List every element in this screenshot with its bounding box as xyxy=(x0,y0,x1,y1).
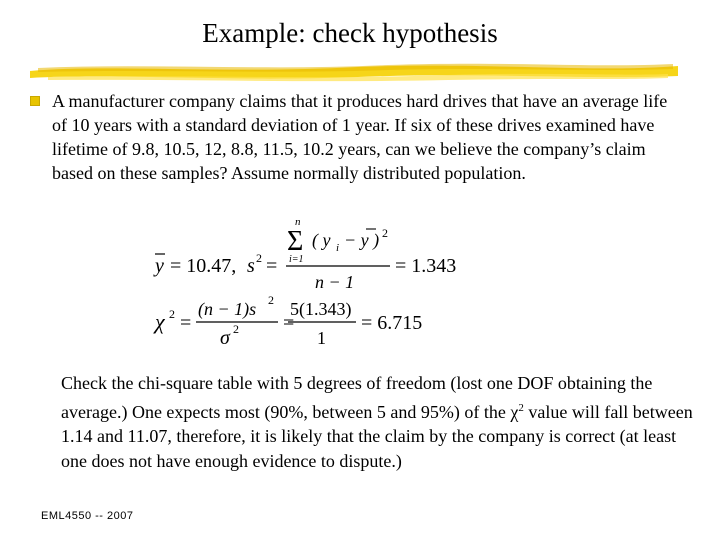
chi-denominator: σ xyxy=(220,327,230,349)
chi-inline-exponent: 2 xyxy=(518,401,524,414)
chi-denominator-exponent: 2 xyxy=(233,322,239,336)
problem-statement: A manufacturer company claims that it produces hard drives that have an average life of 10 years with a standard deviation of 1 year. If six of these drives examined have lifetime of 9.8, 10.5, 12, 8.8, 11.5, 10.2 years, can we believe the company’s claim based on these samples? Assume normally distributed population. xyxy=(52,91,668,183)
chi-numerator-exponent: 2 xyxy=(268,293,274,307)
chi-equals-1: = xyxy=(180,312,192,334)
sum-term-rest: − y ) xyxy=(344,230,380,250)
chi-equals-2: = xyxy=(283,312,295,334)
bullet-icon xyxy=(30,96,40,106)
sum-upper: n xyxy=(295,216,301,228)
chi-mid-numerator: 5(1.343) xyxy=(290,299,352,319)
sum-symbol: Σ xyxy=(287,226,304,257)
variance-exponent: 2 xyxy=(256,251,262,265)
sum-term: ( y xyxy=(312,230,331,250)
conclusion-part-2: value will fall between 1.14 and 11.07, therefore, it is likely that the claim by the company is correct (at least one does not have enough evidence to dispute.) xyxy=(61,401,693,471)
conclusion-text xyxy=(61,371,701,473)
sum-exponent: 2 xyxy=(382,226,388,240)
variance-equals: = xyxy=(266,255,278,277)
title-underline-brush xyxy=(28,58,680,84)
chi-lhs: χ xyxy=(155,309,165,334)
chi-numerator: (n − 1)s xyxy=(198,299,257,319)
mean-symbol: y xyxy=(155,255,164,277)
variance-result: = 1.343 xyxy=(395,255,457,277)
variance-denominator: n − 1 xyxy=(315,272,355,292)
footer-course-label: EML4550 -- 2007 xyxy=(41,510,134,522)
mean-value: = 10.47, xyxy=(170,255,237,277)
chi-result: = 6.715 xyxy=(361,312,423,334)
chi-lhs-exponent: 2 xyxy=(169,307,175,321)
sum-lower: i=1 xyxy=(289,254,304,265)
chi-mid-denominator: 1 xyxy=(317,328,326,348)
formula-block xyxy=(150,212,470,352)
conclusion-part-1: Check the chi-square table with 5 degrees of freedom (lost one DOF obtaining the average.) One expects most (90%, between 5 and 95%) of the xyxy=(61,373,653,422)
chi-inline-symbol: χ xyxy=(510,401,519,422)
variance-symbol: s xyxy=(247,255,255,277)
sum-term-sub: i xyxy=(336,242,340,254)
slide-title: Example: check hypothesis xyxy=(202,18,498,48)
